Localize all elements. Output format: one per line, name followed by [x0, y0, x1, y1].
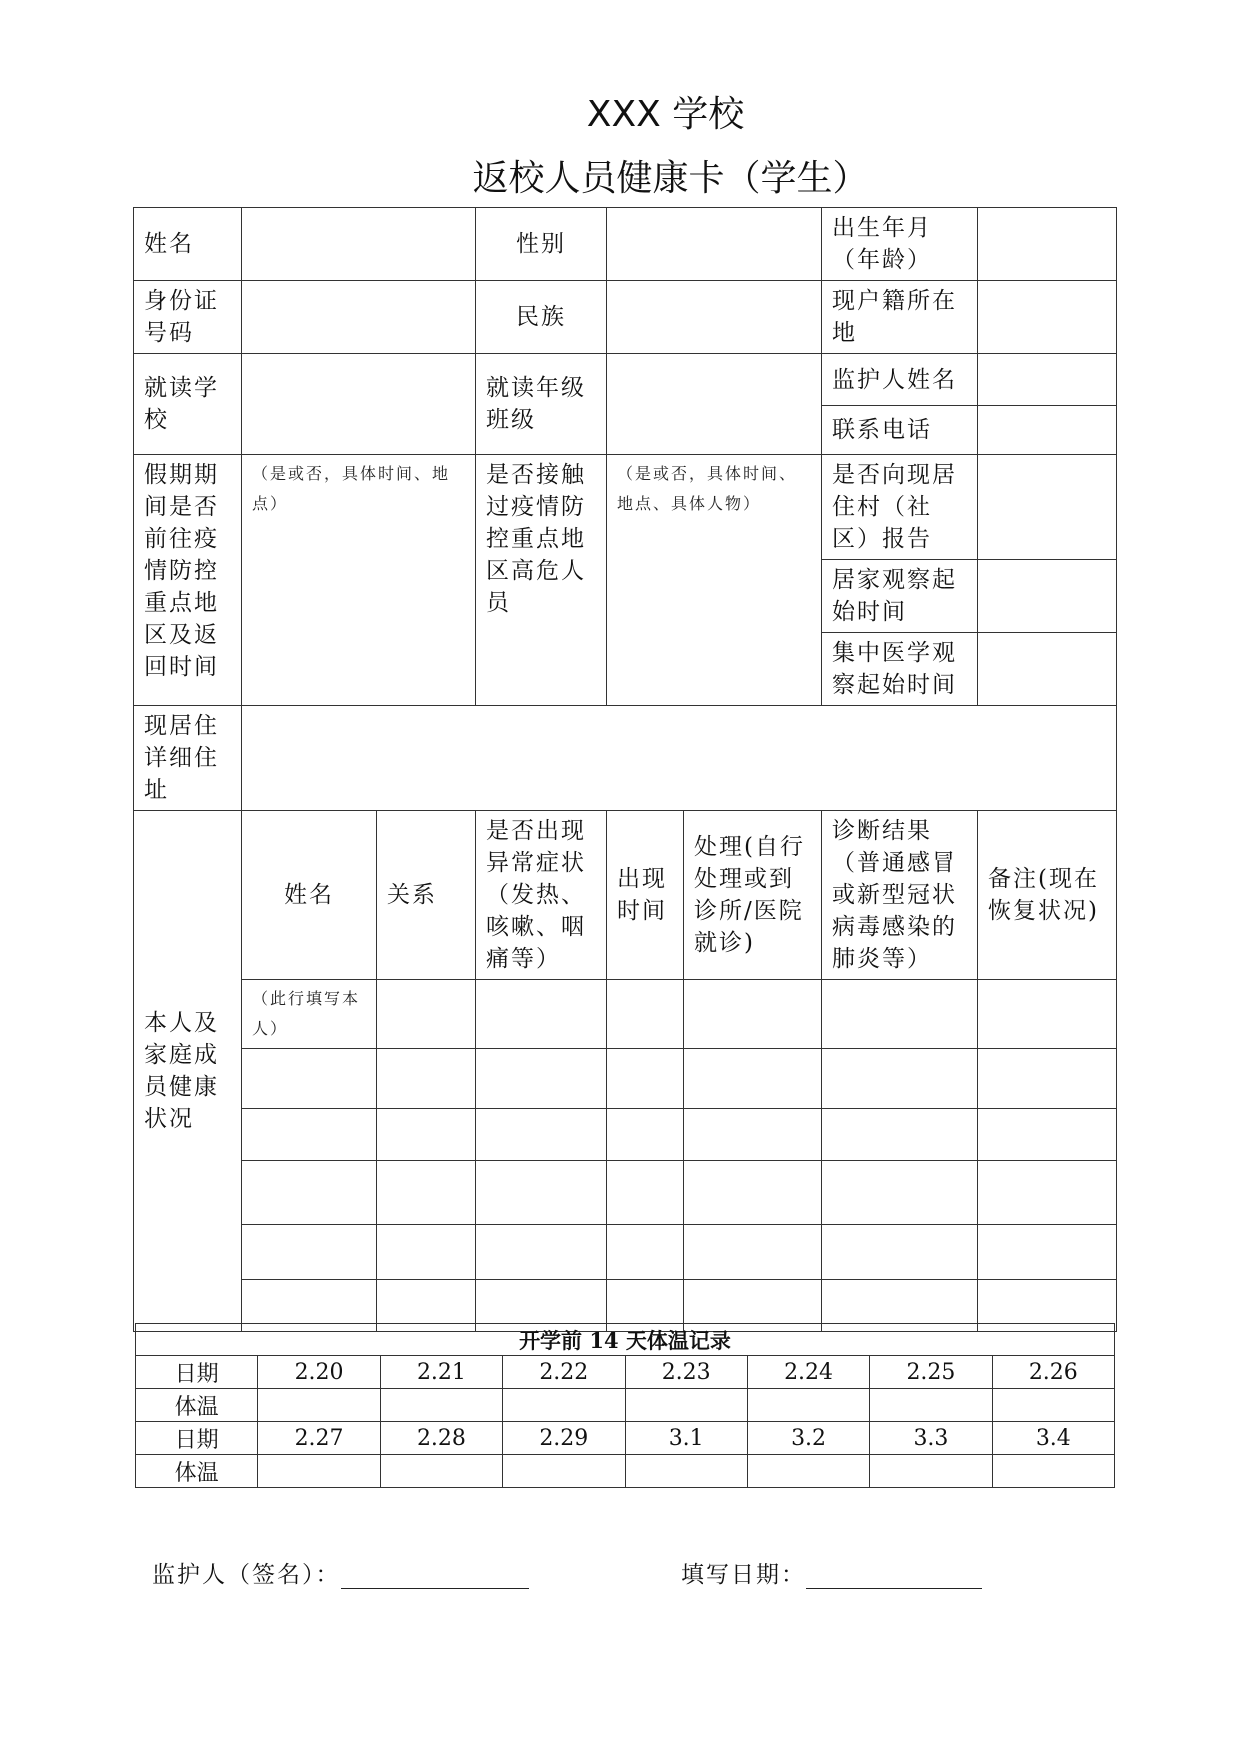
table-cell[interactable]	[476, 1161, 607, 1225]
table-cell[interactable]	[476, 1109, 607, 1161]
temperature-cell[interactable]	[258, 1455, 380, 1488]
guardian-name-field[interactable]	[978, 354, 1117, 406]
table-cell[interactable]	[684, 980, 822, 1049]
date-cell: 2.23	[625, 1356, 747, 1389]
table-cell[interactable]	[242, 1161, 377, 1225]
member-name-header: 姓名	[242, 811, 377, 980]
household-label: 现户籍所在地	[822, 281, 978, 354]
temperature-cell[interactable]	[870, 1455, 992, 1488]
temperature-cell[interactable]	[625, 1389, 747, 1422]
date-cell: 3.1	[625, 1422, 747, 1455]
symptom-header: 是否出现异常症状（发热、咳嗽、咽痛等）	[476, 811, 607, 980]
table-cell[interactable]	[242, 1109, 377, 1161]
contact-field[interactable]: （是或否，具体时间、地点、具体人物）	[607, 455, 822, 706]
date-cell: 2.28	[380, 1422, 502, 1455]
table-cell[interactable]	[377, 980, 476, 1049]
ethnicity-field[interactable]	[607, 281, 822, 354]
temperature-cell[interactable]	[992, 1389, 1114, 1422]
report-field[interactable]	[978, 455, 1117, 560]
table-cell[interactable]	[684, 1161, 822, 1225]
table-cell[interactable]	[476, 1049, 607, 1109]
birth-label: 出生年月（年龄）	[822, 208, 978, 281]
date-cell: 2.25	[870, 1356, 992, 1389]
treatment-header: 处理(自行处理或到诊所/医院就诊)	[684, 811, 822, 980]
table-cell[interactable]	[242, 1225, 377, 1280]
ethnicity-label: 民族	[476, 281, 607, 354]
fill-date-label: 填写日期：	[681, 1562, 806, 1588]
home-observation-label: 居家观察起始时间	[822, 560, 978, 633]
home-observation-field[interactable]	[978, 560, 1117, 633]
birth-field[interactable]	[978, 208, 1117, 281]
gender-field[interactable]	[607, 208, 822, 281]
self-row-hint[interactable]: （此行填写本人）	[242, 980, 377, 1049]
guardian-signature-line[interactable]	[341, 1562, 529, 1589]
table-cell[interactable]	[822, 1109, 978, 1161]
health-card-table	[133, 207, 1117, 1332]
table-cell[interactable]	[978, 1049, 1117, 1109]
name-field[interactable]	[242, 208, 476, 281]
table-cell[interactable]	[822, 980, 978, 1049]
family-health-label: 本人及家庭成员健康状况	[134, 811, 242, 1332]
table-cell[interactable]	[684, 1049, 822, 1109]
date-label: 日期	[136, 1422, 258, 1455]
temperature-cell[interactable]	[380, 1389, 502, 1422]
guardian-signature	[152, 1556, 529, 1589]
table-cell[interactable]	[607, 1161, 684, 1225]
remarks-header: 备注(现在恢复状况)	[978, 811, 1117, 980]
table-cell[interactable]	[242, 1049, 377, 1109]
page-title: 返校人员健康卡（学生）	[472, 158, 869, 199]
date-cell: 2.22	[503, 1356, 625, 1389]
table-cell[interactable]	[978, 1161, 1117, 1225]
travel-field[interactable]: （是或否，具体时间、地点）	[242, 455, 476, 706]
table-cell[interactable]	[822, 1225, 978, 1280]
table-cell[interactable]	[822, 1161, 978, 1225]
travel-label: 假期期间是否前往疫情防控重点地区及返回时间	[134, 455, 242, 706]
onset-time-header: 出现时间	[607, 811, 684, 980]
temperature-cell[interactable]	[258, 1389, 380, 1422]
school-field[interactable]	[242, 354, 476, 455]
table-cell[interactable]	[476, 1225, 607, 1280]
guardian-name-label: 监护人姓名	[822, 354, 978, 406]
central-observation-label: 集中医学观察起始时间	[822, 633, 978, 706]
fill-date-line[interactable]	[806, 1562, 982, 1589]
table-cell[interactable]	[607, 1225, 684, 1280]
phone-label: 联系电话	[822, 406, 978, 455]
date-cell: 2.27	[258, 1422, 380, 1455]
central-observation-field[interactable]	[978, 633, 1117, 706]
table-cell[interactable]	[607, 980, 684, 1049]
grade-field[interactable]	[607, 354, 822, 455]
date-cell: 2.29	[503, 1422, 625, 1455]
table-cell[interactable]	[978, 1225, 1117, 1280]
guardian-signature-label: 监护人（签名）：	[152, 1562, 341, 1588]
temperature-label: 体温	[136, 1389, 258, 1422]
temperature-label: 体温	[136, 1455, 258, 1488]
school-label: 就读学校	[134, 354, 242, 455]
table-cell[interactable]	[377, 1161, 476, 1225]
temperature-cell[interactable]	[992, 1455, 1114, 1488]
table-cell[interactable]	[607, 1109, 684, 1161]
temperature-cell[interactable]	[870, 1389, 992, 1422]
diagnosis-header: 诊断结果（普通感冒或新型冠状病毒感染的肺炎等）	[822, 811, 978, 980]
school-name: XXX 学校	[586, 94, 745, 135]
temperature-cell[interactable]	[503, 1455, 625, 1488]
temperature-table	[135, 1323, 1115, 1488]
grade-label: 就读年级班级	[476, 354, 607, 455]
id-label: 身份证号码	[134, 281, 242, 354]
table-cell[interactable]	[377, 1109, 476, 1161]
contact-label: 是否接触过疫情防控重点地区高危人员	[476, 455, 607, 706]
temperature-cell[interactable]	[625, 1455, 747, 1488]
date-cell: 2.26	[992, 1356, 1114, 1389]
temperature-cell[interactable]	[380, 1455, 502, 1488]
date-cell: 2.24	[747, 1356, 869, 1389]
phone-field[interactable]	[978, 406, 1117, 455]
temperature-caption: 开学前 14 天体温记录	[136, 1324, 1115, 1356]
id-field[interactable]	[242, 281, 476, 354]
table-cell[interactable]	[377, 1225, 476, 1280]
table-cell[interactable]	[978, 980, 1117, 1049]
address-label: 现居住详细住址	[134, 706, 242, 811]
temperature-cell[interactable]	[747, 1389, 869, 1422]
table-cell[interactable]	[822, 1049, 978, 1109]
table-cell[interactable]	[607, 1049, 684, 1109]
gender-label: 性别	[476, 208, 607, 281]
date-cell: 2.21	[380, 1356, 502, 1389]
household-field[interactable]	[978, 281, 1117, 354]
date-cell: 2.20	[258, 1356, 380, 1389]
temperature-cell[interactable]	[503, 1389, 625, 1422]
table-cell[interactable]	[476, 980, 607, 1049]
temperature-cell[interactable]	[747, 1455, 869, 1488]
table-cell[interactable]	[684, 1109, 822, 1161]
report-label: 是否向现居住村（社区）报告	[822, 455, 978, 560]
date-cell: 3.2	[747, 1422, 869, 1455]
name-label: 姓名	[134, 208, 242, 281]
date-cell: 3.4	[992, 1422, 1114, 1455]
table-cell[interactable]	[684, 1225, 822, 1280]
relation-header: 关系	[377, 811, 476, 980]
fill-date	[681, 1556, 982, 1589]
date-cell: 3.3	[870, 1422, 992, 1455]
date-label: 日期	[136, 1356, 258, 1389]
table-cell[interactable]	[978, 1109, 1117, 1161]
address-field[interactable]	[242, 706, 1117, 811]
table-cell[interactable]	[377, 1049, 476, 1109]
